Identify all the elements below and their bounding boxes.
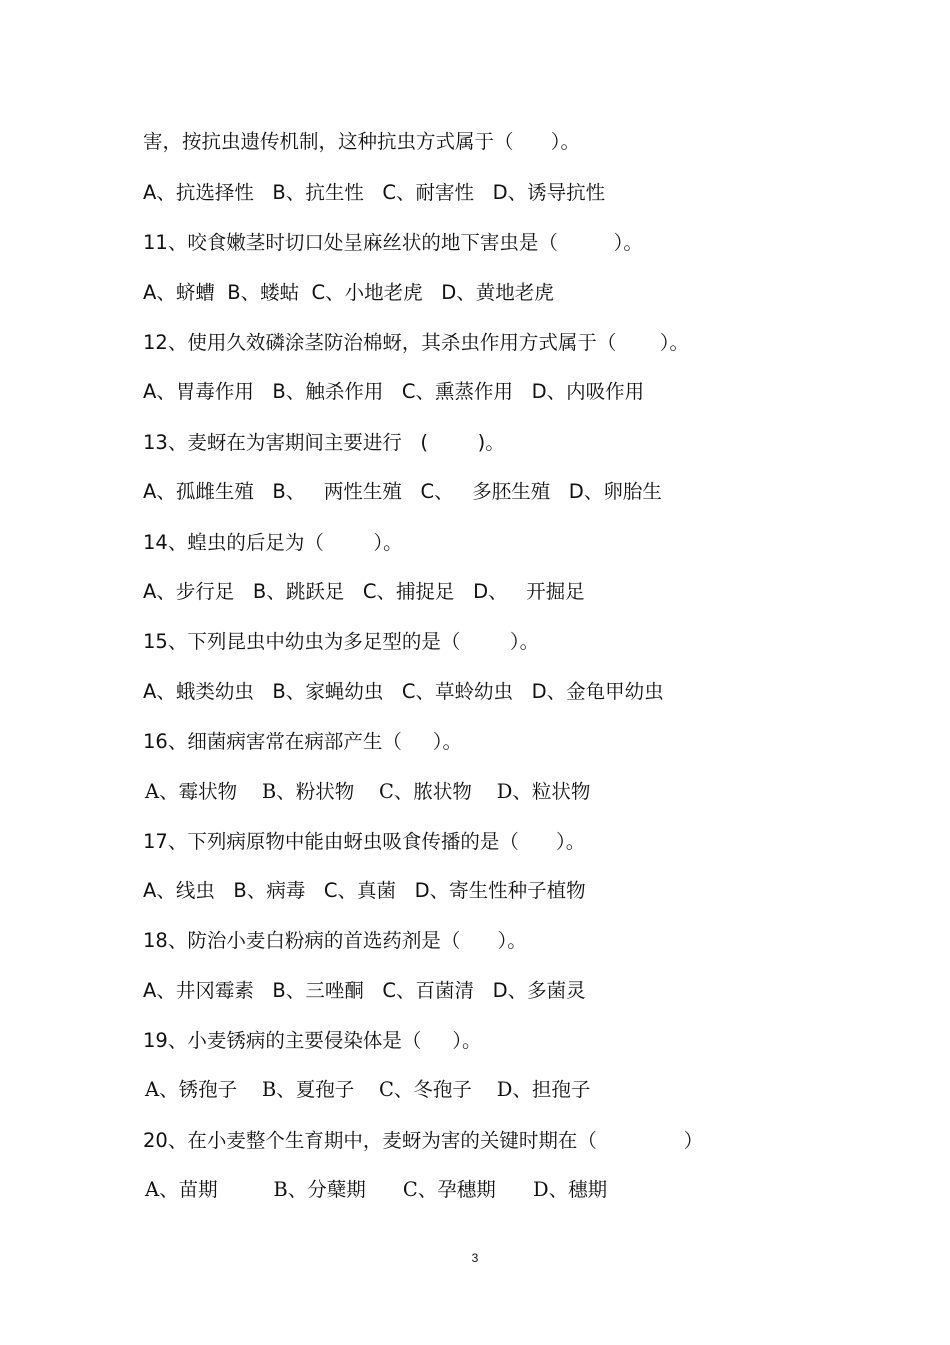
options-18: A、井冈霉素 B、三唑酮 C、百菌清 D、多菌灵	[143, 979, 586, 1002]
options-16: A、霉状物 B、粉状物 C、脓状物 D、粒状物	[145, 780, 591, 803]
options-14: A、步行足 B、跳跃足 C、捕捉足 D、 开掘足	[143, 580, 585, 603]
question-13: 13、麦蚜在为害期间主要进行 ( )。	[143, 431, 505, 454]
question-12: 12、使用久效磷涂茎防治棉蚜，其杀虫作用方式属于（ ）。	[143, 331, 689, 354]
question-17: 17、下列病原物中能由蚜虫吸食传播的是（ ）。	[143, 830, 586, 853]
options-12: A、胃毒作用 B、触杀作用 C、熏蒸作用 D、内吸作用	[143, 380, 645, 403]
page-number: 3	[471, 1251, 479, 1265]
question-text-line: 害，按抗虫遗传机制，这种抗虫方式属于（ ）。	[143, 130, 580, 153]
options-13: A、孤雌生殖 B、 两性生殖 C、 多胚生殖 D、卵胎生	[143, 480, 662, 503]
question-15: 15、下列昆虫中幼虫为多足型的是（ ）。	[143, 630, 540, 653]
options-19: A、锈孢子 B、夏孢子 C、冬孢子 D、担孢子	[145, 1078, 591, 1101]
question-18: 18、防治小麦白粉病的首选药剂是（ ）。	[143, 929, 527, 952]
options-11: A、蛴螬 B、蝼蛄 C、小地老虎 D、黄地老虎	[143, 281, 554, 304]
options-20: A、苗期 B、分蘖期 C、孕穗期 D、穗期	[145, 1178, 608, 1201]
options-17: A、线虫 B、病毒 C、真菌 D、寄生性种子植物	[143, 879, 586, 902]
options-line: A、抗选择性 B、抗生性 C、耐害性 D、诱导抗性	[143, 181, 606, 204]
question-11: 11、咬食嫩茎时切口处呈麻丝状的地下害虫是（ ）。	[143, 231, 643, 254]
question-20: 20、在小麦整个生育期中，麦蚜为害的关键时期在（ ）	[143, 1129, 704, 1152]
question-14: 14、蝗虫的后足为（ ）。	[143, 531, 403, 554]
options-15: A、蛾类幼虫 B、家蝇幼虫 C、草蛉幼虫 D、金龟甲幼虫	[143, 680, 664, 703]
question-16: 16、细菌病害常在病部产生（ ）。	[143, 730, 463, 753]
question-19: 19、小麦锈病的主要侵染体是（ ）。	[143, 1029, 482, 1052]
